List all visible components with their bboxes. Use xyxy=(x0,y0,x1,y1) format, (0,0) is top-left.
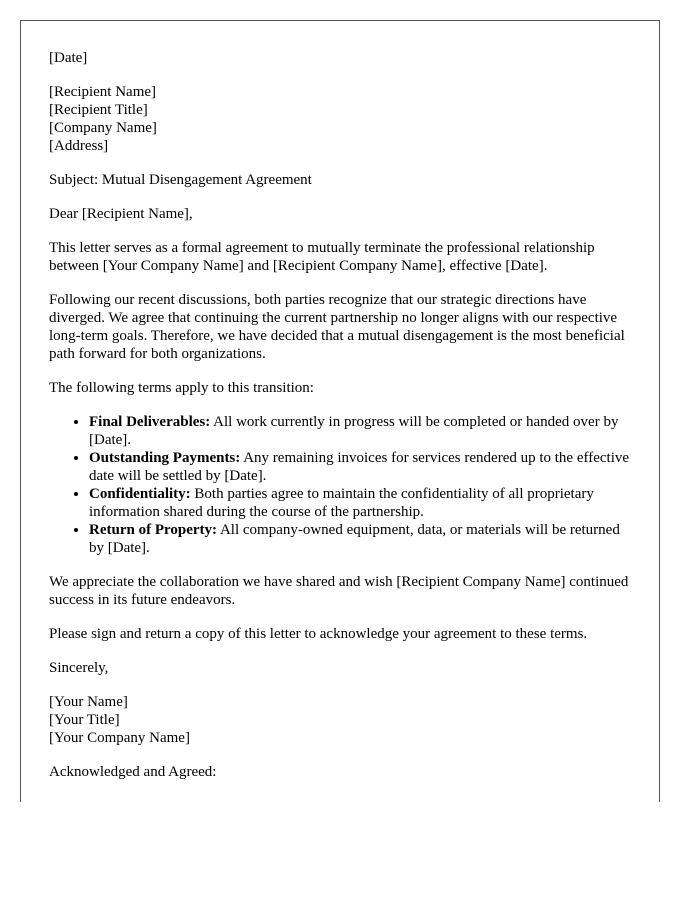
sender-title: [Your Title] xyxy=(49,712,120,728)
paragraph-appreciation: We appreciate the collaboration we have shared and wish [Recipient Company Name] continued success in its future endeavors. xyxy=(49,574,629,608)
term-item xyxy=(89,413,631,449)
term-item xyxy=(89,485,631,521)
term-title: Outstanding Payments: xyxy=(89,450,241,466)
recipient-title: [Recipient Title] xyxy=(49,102,148,118)
term-title: Return of Property: xyxy=(89,522,218,538)
term-title: Confidentiality: xyxy=(89,486,191,502)
sender-name: [Your Name] xyxy=(49,694,128,710)
acknowledgement-label: Acknowledged and Agreed: xyxy=(49,764,217,780)
letter-closing: Sincerely, xyxy=(49,660,109,676)
term-text: Both parties agree to maintain the confidentiality of all proprietary information shared during the course of the partnership. xyxy=(89,486,594,520)
paragraph-sign-request: Please sign and return a copy of this letter to acknowledge your agreement to these terms. xyxy=(49,626,588,642)
terms-intro: The following terms apply to this transition: xyxy=(49,380,314,396)
sender-block xyxy=(49,693,631,747)
term-text: All company-owned equipment, data, or materials will be returned by [Date]. xyxy=(89,522,620,556)
paragraph-purpose: This letter serves as a formal agreement to mutually terminate the professional relationship between [Your Company Name] and [Recipient Company Name], effective [Date]. xyxy=(49,240,595,274)
paragraph-background: Following our recent discussions, both parties recognize that our strategic directions have diverged. We agree that continuing the current partnership no longer aligns with our respective long-term goals. Therefore, we have decided that a mutual disengagement is the most beneficial path forward for both organizations. xyxy=(49,292,625,362)
sender-company: [Your Company Name] xyxy=(49,730,190,746)
recipient-name: [Recipient Name] xyxy=(49,84,157,100)
recipient-address: [Address] xyxy=(49,138,109,154)
term-title: Final Deliverables: xyxy=(89,414,211,430)
recipient-block xyxy=(49,83,631,155)
terms-list xyxy=(49,413,631,557)
recipient-company: [Company Name] xyxy=(49,120,157,136)
letter-subject: Subject: Mutual Disengagement Agreement xyxy=(49,172,312,188)
letter-page xyxy=(20,20,660,802)
letter-date: [Date] xyxy=(49,50,88,66)
term-text: Any remaining invoices for services rendered up to the effective date will be settled by [Date]. xyxy=(89,450,630,484)
term-item xyxy=(89,521,631,557)
term-item xyxy=(89,449,631,485)
letter-salutation: Dear [Recipient Name], xyxy=(49,206,193,222)
term-text: All work currently in progress will be completed or handed over by [Date]. xyxy=(89,414,619,448)
